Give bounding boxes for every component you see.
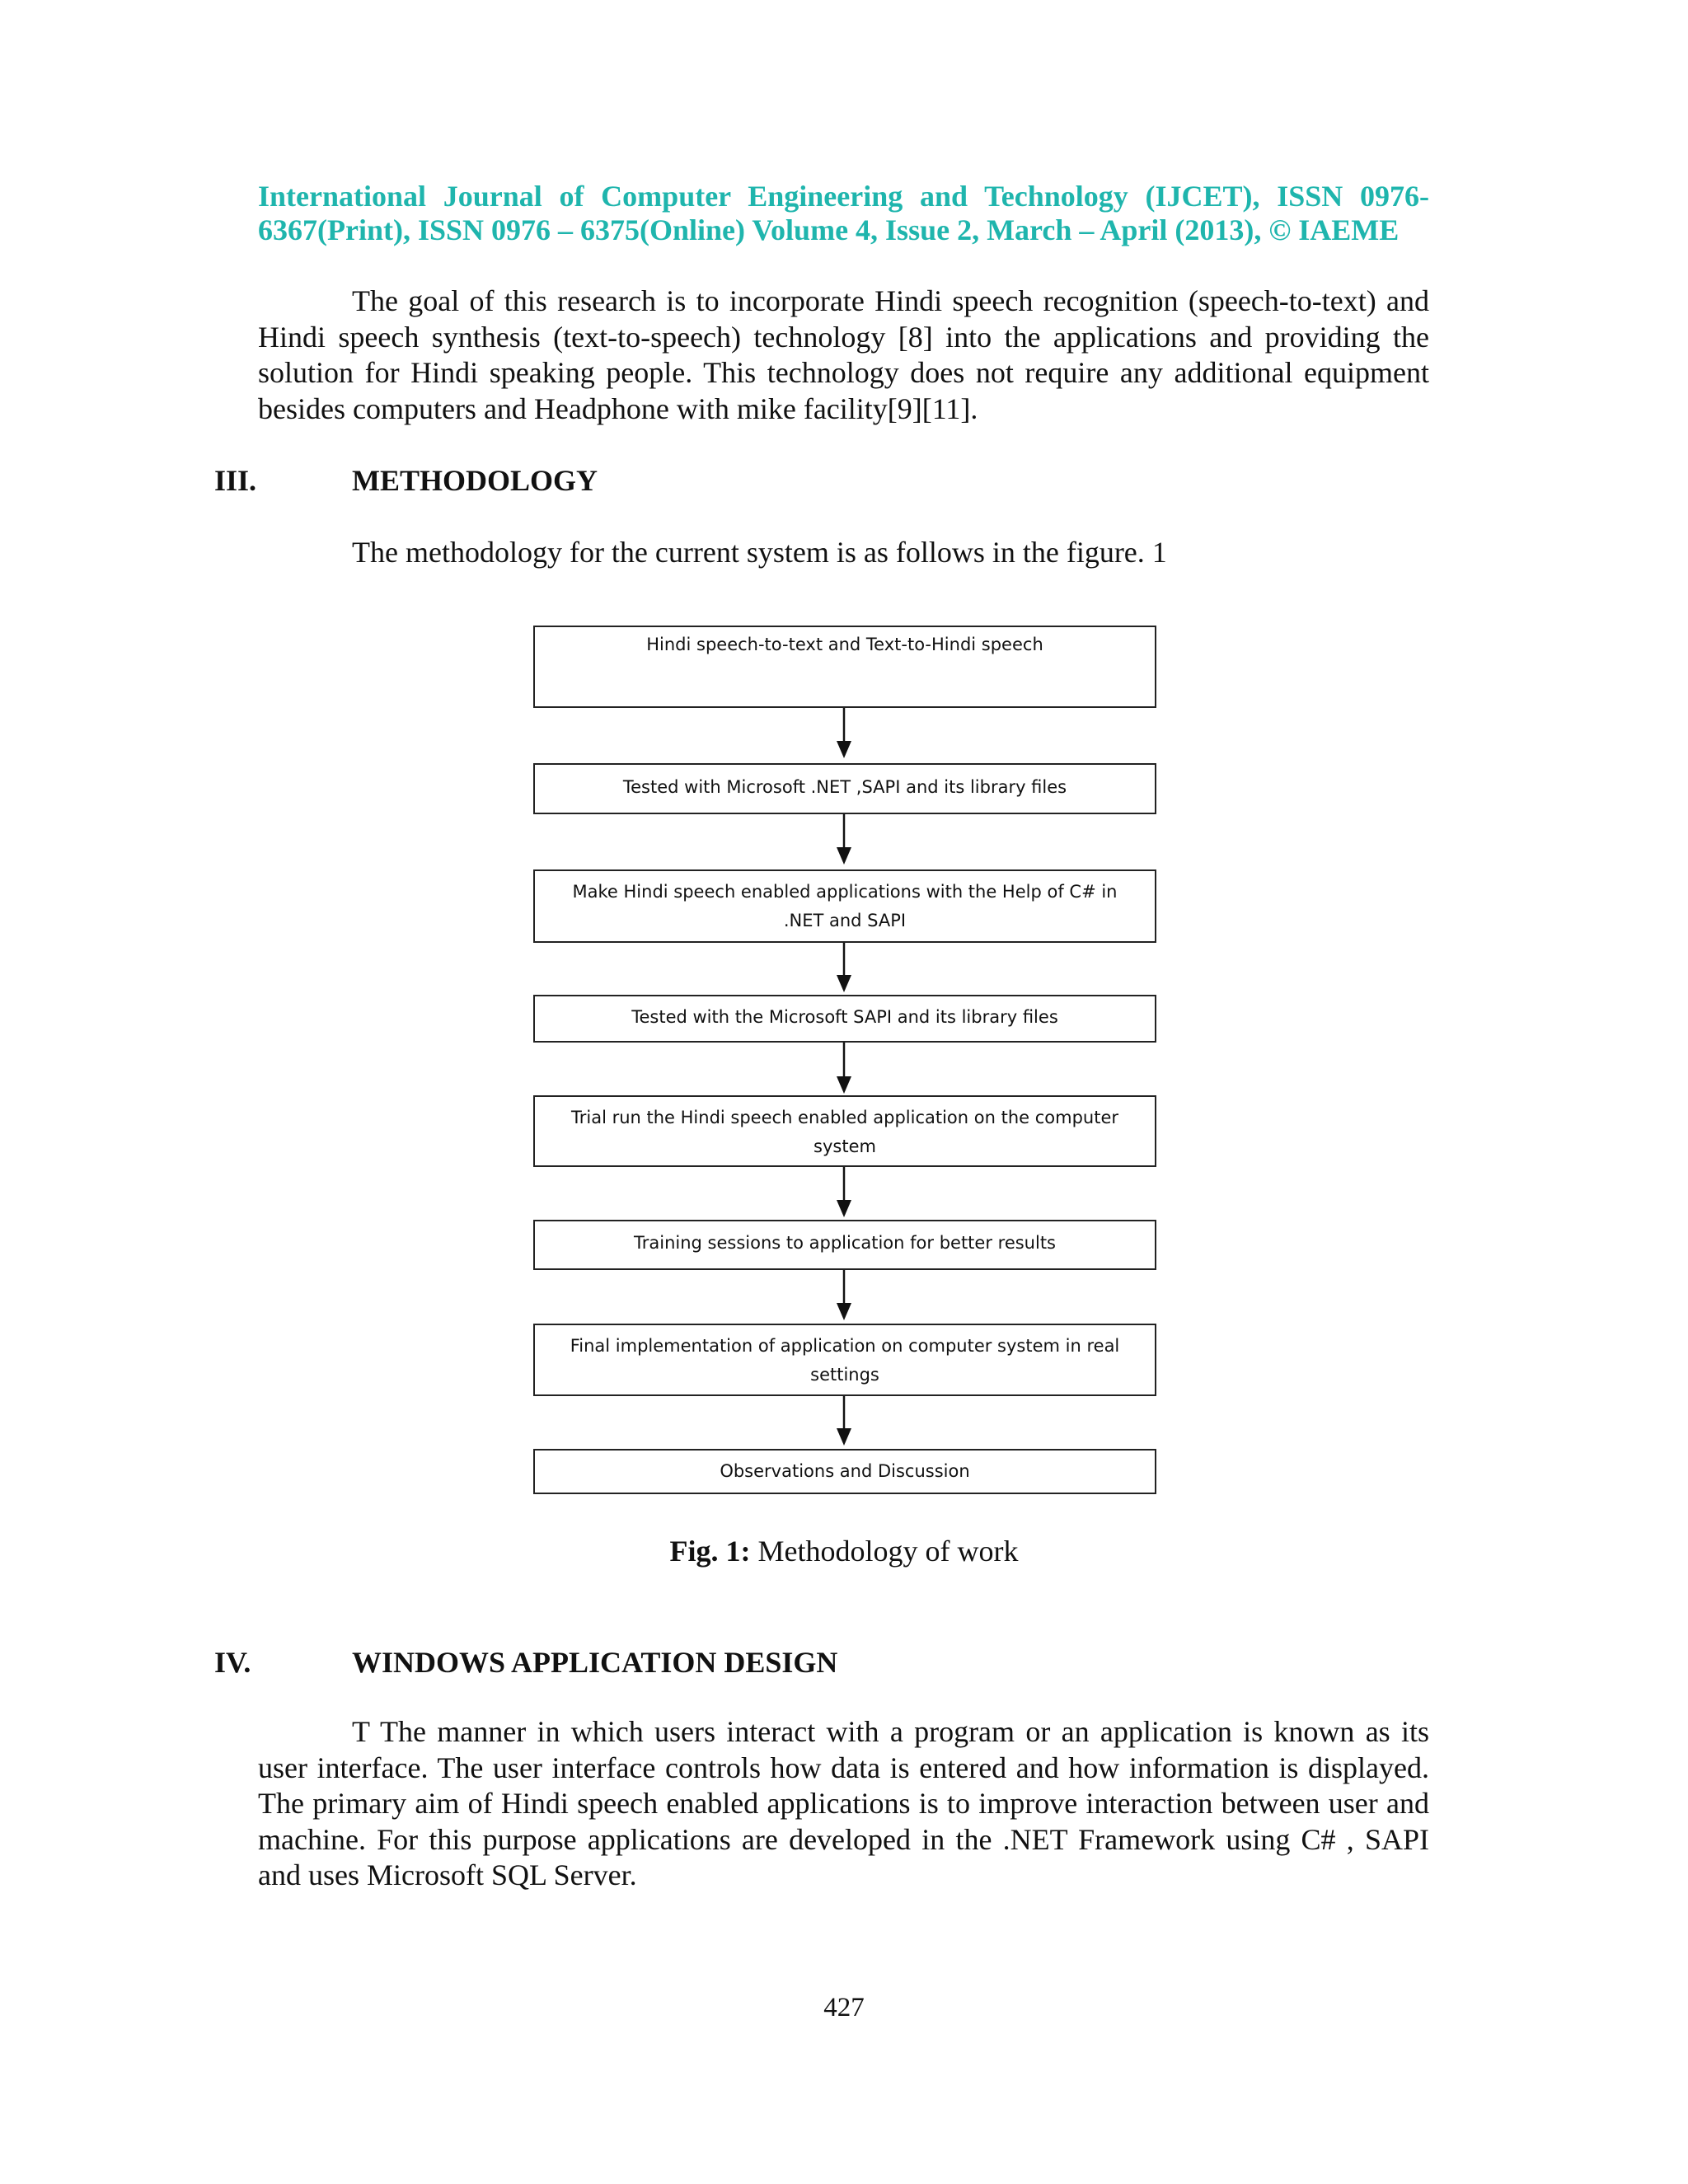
page-number: 427 bbox=[823, 1993, 865, 2022]
flowchart-step-3: Make Hindi speech enabled applications with the Help of C# in .NET and SAPI bbox=[533, 869, 1156, 943]
flowchart-step-6: Training sessions to application for better results bbox=[533, 1220, 1156, 1270]
section-4-number: IV. bbox=[214, 1646, 251, 1679]
arrowhead-2 bbox=[837, 847, 851, 865]
arrowhead-4 bbox=[837, 1076, 851, 1094]
flowchart-step-1: Hindi speech-to-text and Text-to-Hindi speech bbox=[533, 626, 1156, 708]
flowchart-step-4: Tested with the Microsoft SAPI and its library files bbox=[533, 995, 1156, 1043]
arrowhead-7 bbox=[837, 1428, 851, 1446]
flowchart-step-8: Observations and Discussion bbox=[533, 1449, 1156, 1494]
arrowhead-1 bbox=[837, 741, 851, 758]
figure-caption bbox=[0, 1535, 1688, 1568]
figure-label: Fig. 1: bbox=[669, 1535, 751, 1568]
methodology-intro: The methodology for the current system is as follows in the figure. 1 bbox=[352, 536, 1167, 569]
intro-paragraph bbox=[258, 284, 1429, 427]
arrowhead-3 bbox=[837, 975, 851, 992]
intro-paragraph-text: The goal of this research is to incorporate Hindi speech recognition (speech-to-text) and Hindi speech synthesis (text-to-speech) technology [8] into the applications and providing the solution for Hindi speaking people. This technology does not require any additional equipment besides computers and Headphone with mike facility[9][11]. bbox=[258, 284, 1429, 425]
section-4-title: WINDOWS APPLICATION DESIGN bbox=[352, 1646, 838, 1679]
flowchart-step-2: Tested with Microsoft .NET ,SAPI and its library files bbox=[533, 763, 1156, 814]
arrowhead-5 bbox=[837, 1200, 851, 1217]
flowchart-step-7: Final implementation of application on computer system in real settings bbox=[533, 1324, 1156, 1396]
section-4-paragraph bbox=[258, 1714, 1429, 1894]
journal-header: International Journal of Computer Engineering and Technology (IJCET), ISSN 0976-6367(Print), ISSN 0976 – 6375(Online) Volume 4, Issue 2, March – April (2013), © IAEME bbox=[258, 180, 1429, 246]
section-4-paragraph-text: T The manner in which users interact with a program or an application is known as its user interface. The user interface controls how data is entered and how information is displayed. The primary aim of Hindi speech enabled applications is to improve interaction between user and machine. For this purpose applications are developed in the .NET Framework using C# , SAPI and uses Microsoft SQL Server. bbox=[258, 1715, 1429, 1891]
section-3-number: III. bbox=[214, 464, 257, 497]
figure-caption-text: Methodology of work bbox=[750, 1535, 1019, 1568]
flowchart-step-5: Trial run the Hindi speech enabled application on the computer system bbox=[533, 1095, 1156, 1167]
arrowhead-6 bbox=[837, 1303, 851, 1320]
section-3-title: METHODOLOGY bbox=[352, 464, 598, 497]
